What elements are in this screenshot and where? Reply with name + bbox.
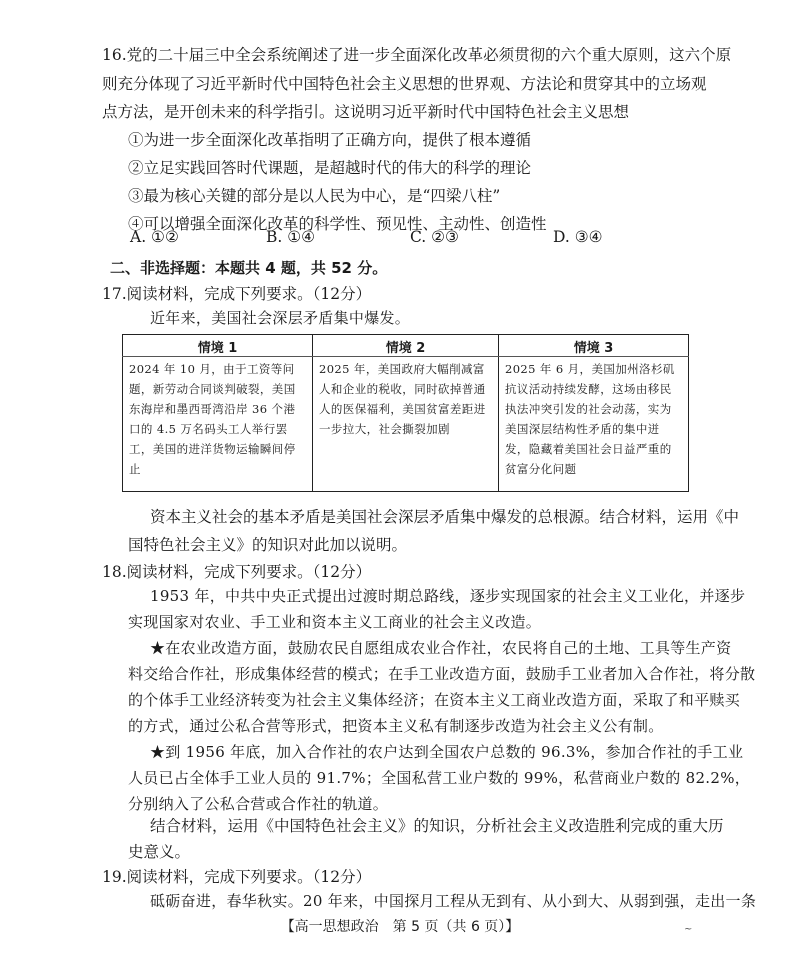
q18-para1-line-1: 1953 年，中共中央正式提出过渡时期总路线，逐步实现国家的社会主义工业化，并逐步 bbox=[150, 587, 746, 605]
q17-situation-table bbox=[122, 334, 689, 492]
situation-cell-1: 2024 年 10 月，由于工资等问题，新劳动合同谈判破裂，美国东海岸和墨西哥湾沿岸 36 个港口的 4.5 万名码头工人举行罢工，美国的进洋货物运输瞬间停止 bbox=[123, 357, 313, 492]
q16-option-a: A. ①② bbox=[130, 228, 179, 246]
q16-stem-line-2: 则充分体现了习近平新时代中国特色社会主义思想的世界观、方法论和贯穿其中的立场观 bbox=[102, 75, 707, 93]
situation-header-3: 情境 3 bbox=[499, 335, 689, 357]
q18-question-line-1: 结合材料，运用《中国特色社会主义》的知识，分析社会主义改造胜利完成的重大历 bbox=[150, 817, 724, 835]
q16-statement-1: ①为进一步全面深化改革指明了正确方向，提供了根本遵循 bbox=[128, 131, 532, 149]
q16-statement-4: ④可以增强全面深化改革的科学性、预见性、主动性、创造性 bbox=[128, 215, 547, 233]
q18-para2-line-4: 的方式，通过公私合营等形式，把资本主义私有制逐步改造为社会主义公有制。 bbox=[128, 717, 664, 735]
q16-statement-3: ③最为核心关键的部分是以人民为中心，是“四梁八柱” bbox=[128, 187, 501, 205]
situation-cell-3: 2025 年 6 月，美国加州洛杉矶抗议活动持续发酵，这场由移民执法冲突引发的社会动荡，实为美国深层结构性矛盾的集中迸发，隐藏着美国社会日益严重的贫富分化问题 bbox=[499, 357, 689, 492]
q16-option-d: D. ③④ bbox=[553, 228, 603, 246]
q18-para3-line-1: ★到 1956 年底，加入合作社的农户达到全国农户总数的 96.3%，参加合作社的手工业 bbox=[150, 743, 744, 761]
q16-option-c: C. ②③ bbox=[410, 228, 459, 246]
section-heading: 二、非选择题：本题共 4 题，共 52 分。 bbox=[110, 259, 388, 277]
q19-material-line-1: 砥砺奋进，春华秋实。20 年来，中国探月工程从无到有、从小到大、从弱到强，走出一条 bbox=[150, 892, 757, 910]
page-footer: 【高一思想政治 第 5 页（共 6 页）】 bbox=[280, 919, 520, 935]
q18-para2-line-1: ★在农业改造方面，鼓励农民自愿组成农业合作社，农民将自己的土地、工具等生产资 bbox=[150, 639, 732, 657]
situation-cell-2: 2025 年，美国政府大幅削减富人和企业的税收，同时砍掉普通人的医保福利，美国贫富差距进一步拉大，社会撕裂加剧 bbox=[313, 357, 499, 492]
q16-statement-2: ②立足实践回答时代课题，是超越时代的伟大的科学的理论 bbox=[128, 159, 532, 177]
q16-stem-line-3: 点方法，是开创未来的科学指引。这说明习近平新时代中国特色社会主义思想 bbox=[102, 103, 630, 121]
q18-para2-line-2: 料交给合作社，形成集体经营的模式；在手工业改造方面，鼓励手工业者加入合作社，将分散 bbox=[128, 665, 756, 683]
q16-stem-line-1: 16.党的二十届三中全会系统阐述了进一步全面深化改革必须贯彻的六个重大原则，这六个原 bbox=[102, 46, 732, 64]
q16-option-b: B. ①④ bbox=[266, 228, 316, 246]
q18-para3-line-2: 人员已占全体手工业人员的 91.7%；全国私营工业户数的 99%，私营商业户数的 82.2%， bbox=[128, 769, 751, 787]
q17-question-line-2: 国特色社会主义》的知识对此加以说明。 bbox=[128, 536, 408, 554]
q18-stem: 18.阅读材料，完成下列要求。（12分） bbox=[102, 563, 372, 581]
q18-para1-line-2: 实现国家对农业、手工业和资本主义工商业的社会主义改造。 bbox=[128, 613, 542, 631]
q17-question-line-1: 资本主义社会的基本矛盾是美国社会深层矛盾集中爆发的总根源。结合材料，运用《中 bbox=[150, 508, 740, 526]
corner-mark: ~ bbox=[684, 924, 693, 935]
q18-para2-line-3: 的个体手工业经济转变为社会主义集体经济；在资本主义工商业改造方面，采取了和平赎买 bbox=[128, 691, 741, 709]
q18-para3-line-3: 分别纳入了公私合营或合作社的轨道。 bbox=[128, 795, 389, 813]
q17-stem: 17.阅读材料，完成下列要求。（12分） bbox=[102, 285, 372, 303]
situation-header-2: 情境 2 bbox=[313, 335, 499, 357]
situation-header-1: 情境 1 bbox=[123, 335, 313, 357]
q18-question-line-2: 史意义。 bbox=[128, 843, 191, 861]
q17-intro: 近年来，美国社会深层矛盾集中爆发。 bbox=[150, 309, 411, 327]
q19-stem: 19.阅读材料，完成下列要求。（12分） bbox=[102, 868, 372, 886]
